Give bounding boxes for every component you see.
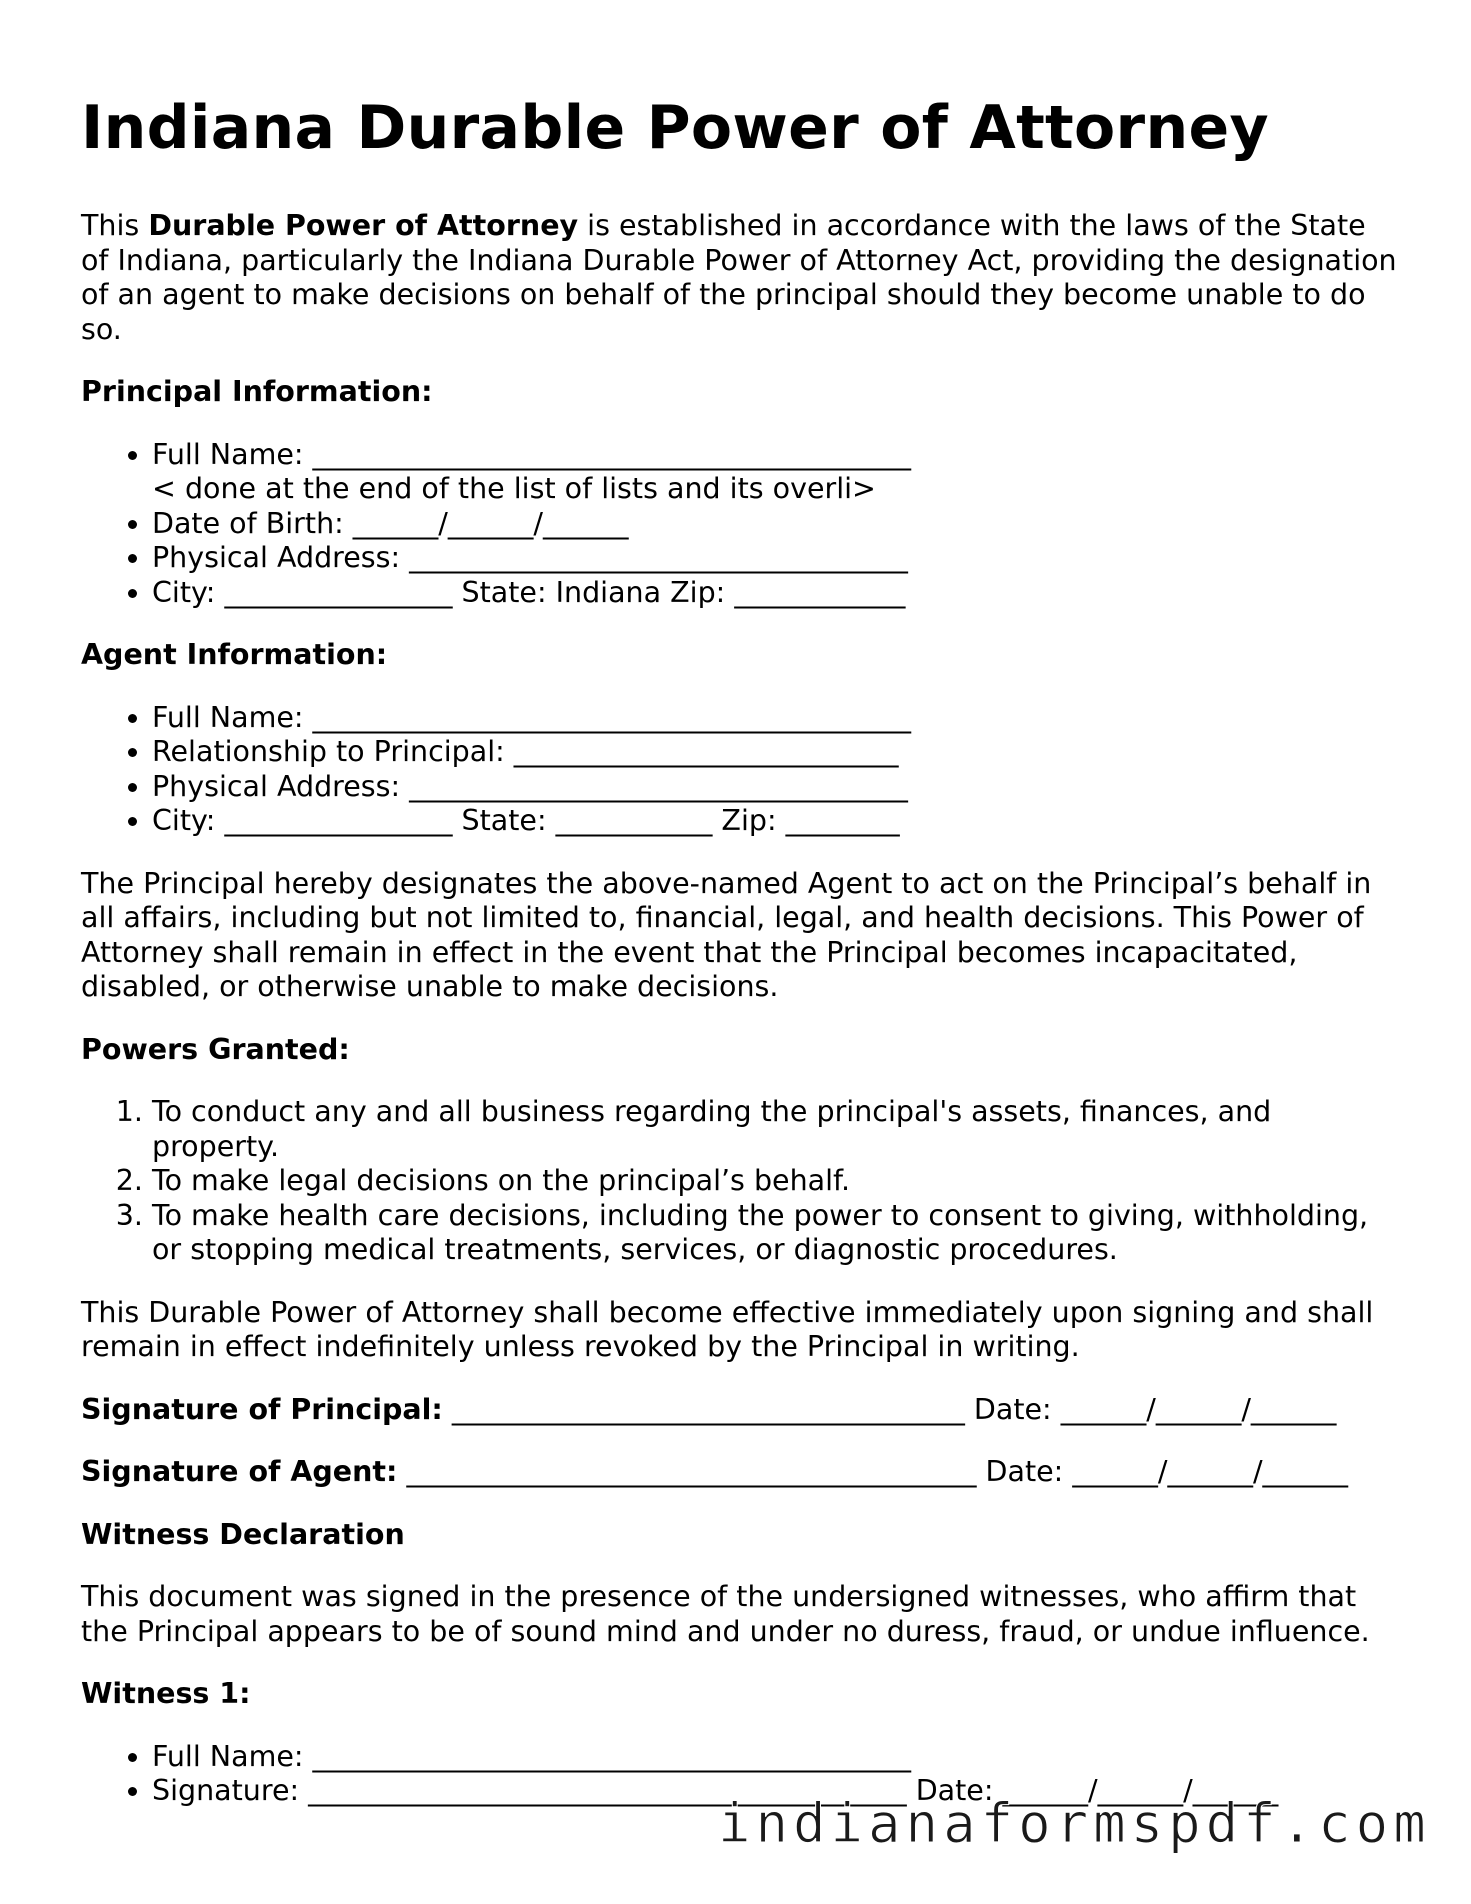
principal-address-field[interactable]: • Physical Address: ___________________________________	[152, 541, 1401, 576]
power-item: 3. To make health care decisions, including the power to consent to giving, withholding, or stopping medical treatments, services, or diagnostic procedures.	[152, 1199, 1401, 1268]
witness-1-heading: Witness 1:	[81, 1677, 251, 1710]
principal-signature-label: Signature of Principal:	[81, 1392, 443, 1426]
witness-declaration-heading: Witness Declaration	[81, 1517, 405, 1551]
agent-full-name-field[interactable]: • Full Name: __________________________________________	[152, 701, 1401, 736]
agent-address-field[interactable]: • Physical Address: ___________________________________	[152, 770, 1401, 805]
document-title: Indiana Durable Power of Attorney	[81, 93, 1269, 163]
power-item: 1. To conduct any and all business regarding the principal's assets, finances, and property.	[152, 1095, 1401, 1164]
agent-heading: Agent Information:	[81, 638, 388, 671]
principal-signature-line[interactable]: Signature of Principal: ____________________________________ Date: ______/______/______	[81, 1392, 1337, 1426]
principal-note: < done at the end of the list of lists and its overli>	[152, 472, 876, 505]
witness-1-full-name-field[interactable]: • Full Name: __________________________________________	[152, 1740, 1401, 1775]
principal-heading: Principal Information:	[81, 375, 433, 408]
agent-list	[81, 701, 1401, 839]
effective-paragraph: This Durable Power of Attorney shall become effective immediately upon signing and shall remain in effect indefinitely unless revoked by the Principal in writing.	[81, 1295, 1374, 1363]
agent-signature-label: Signature of Agent:	[81, 1455, 398, 1488]
principal-list	[81, 438, 1401, 611]
powers-heading: Powers Granted:	[81, 1032, 350, 1066]
principal-dob-field[interactable]: • Date of Birth: ______/______/______	[152, 507, 1401, 542]
power-item: 2. To make legal decisions on the principal’s behalf.	[152, 1164, 1401, 1199]
agent-relationship-field[interactable]: • Relationship to Principal: ___________________________	[152, 735, 1401, 770]
witness-declaration-paragraph: This document was signed in the presence of the undersigned witnesses, who affirm that the Principal appears to be of sound mind and under no duress, fraud, or undue influence.	[81, 1580, 1370, 1648]
designation-paragraph: The Principal hereby designates the above-named Agent to act on the Principal’s behalf in all affairs, including but not limited to, financial, legal, and health decisions. This Power of Attorney shall remain in effect in the event that the Principal becomes incapacitated, disabled, or otherwise unable to make decisions.	[81, 866, 1372, 1003]
agent-signature-line[interactable]: Signature of Agent: ________________________________________ Date: ______/______/______	[81, 1455, 1349, 1488]
intro-bold-term: Durable Power of Attorney	[148, 209, 579, 242]
intro-paragraph: This Durable Power of Attorney is established in accordance with the laws of the State of Indiana, particularly the Indiana Durable Power of Attorney Act, providing the designation of an agent to make decisions on behalf of the principal should they become unable to do so.	[81, 209, 1397, 346]
powers-list	[81, 1095, 1401, 1268]
principal-city-state-zip-field[interactable]: • City: ________________ State: Indiana Zip: ____________	[152, 576, 1401, 611]
agent-city-state-zip-field[interactable]: • City: ________________ State: ___________ Zip: ________	[152, 804, 1401, 839]
principal-full-name-field[interactable]: • Full Name: __________________________________________ < done at the end of the list of lists and its overli>	[152, 438, 1401, 507]
witness-1-signature-field[interactable]: • Signature: __________________________________________ Date: ______/______/______	[152, 1774, 1401, 1809]
watermark-text: indianaformspdf.com	[718, 1792, 1431, 1855]
document-body	[81, 209, 1401, 1837]
